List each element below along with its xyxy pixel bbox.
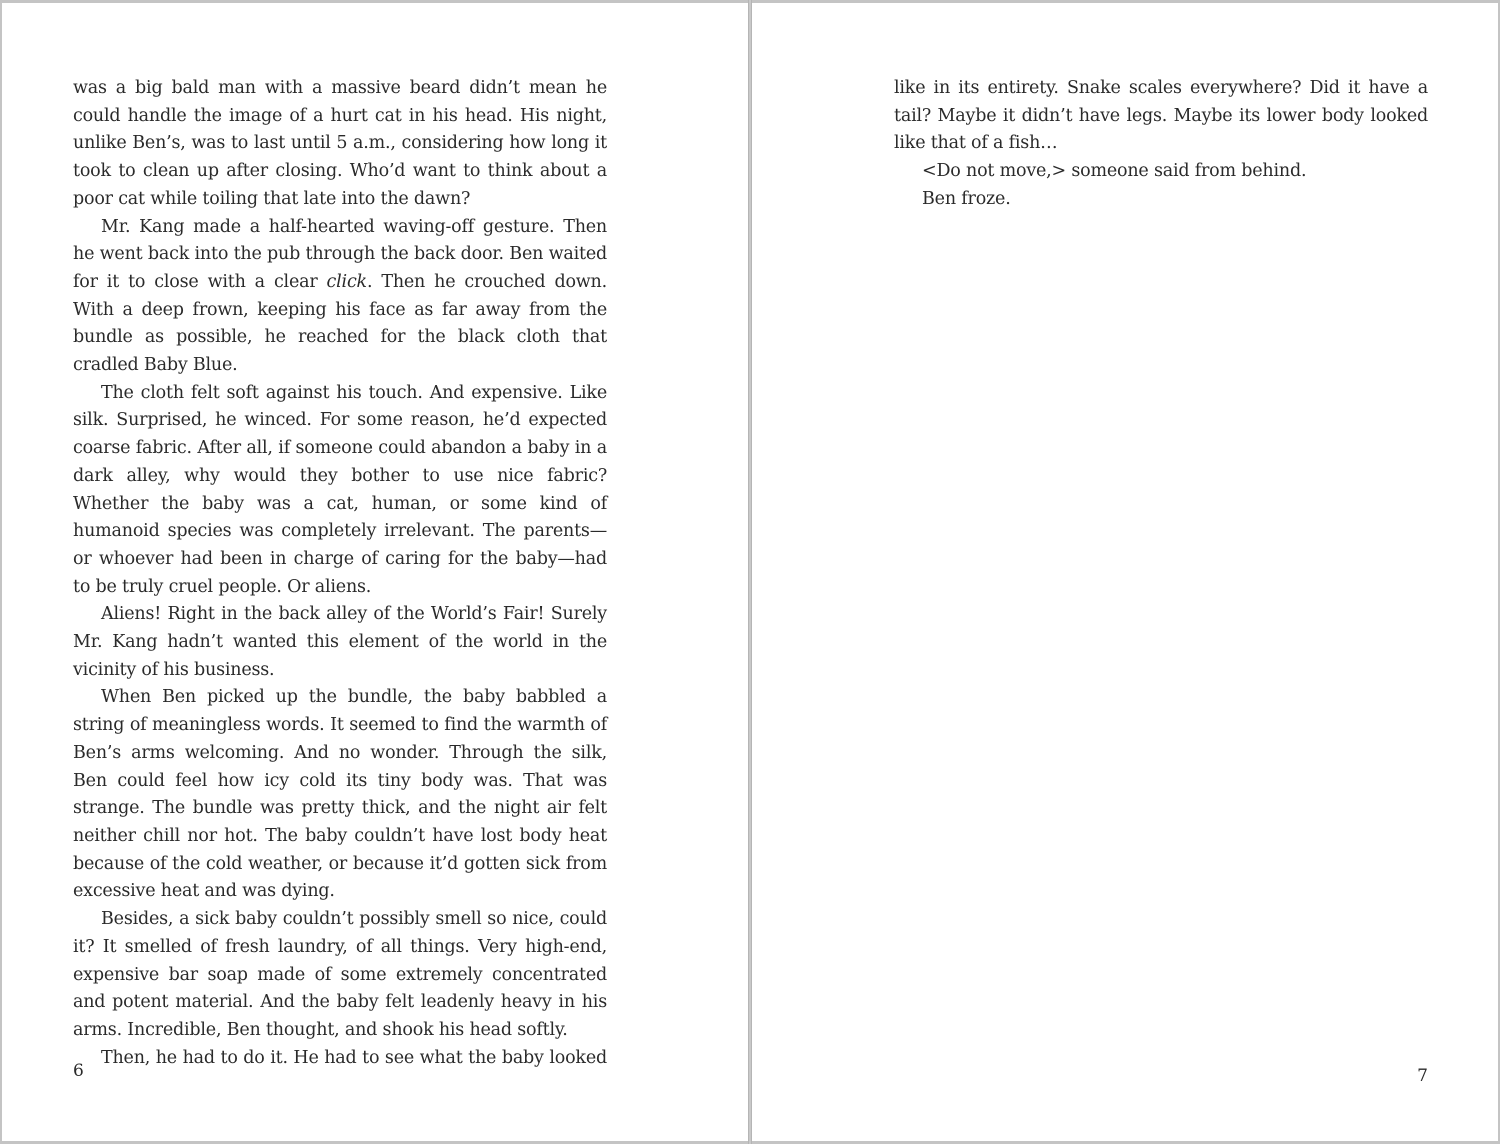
paragraph	[73, 214, 607, 380]
right-page-body	[894, 75, 1428, 214]
paragraph: Then, he had to do it. He had to see what the baby looked	[101, 1047, 607, 1068]
page-number: 6	[73, 1061, 84, 1081]
paragraph: When Ben picked up the bundle, the baby babbled a string of meaningless words. It seemed to find the warmth of Ben’s arms welcoming. And no wonder. Through the silk, Ben could feel how icy cold its tiny body was. That was strange. The bundle was pretty thick, and the night air felt neither chill nor hot. The baby couldn’t have lost body heat because of the cold weather, or because it’d gotten sick from excessive heat and was dying.	[73, 687, 607, 902]
paragraph-text: . Then he crouched down. With a deep frown, keeping his face as far away from the bundle as possible, he reached for the black cloth that cradled Baby Blue.	[73, 271, 607, 376]
paragraph: was a big bald man with a massive beard didn’t mean he could handle the image of a hurt cat in his head. His night, unlike Ben’s, was to last until 5 a.m., considering how long it took to clean up after closing. Who’d want to think about a poor cat while toiling that late into the dawn?	[73, 78, 607, 209]
paragraph: The cloth felt soft against his touch. And expensive. Like silk. Surprised, he winced. For some reason, he’d expected coarse fabric. After all, if someone could abandon a baby in a dark alley, why would they bother to use nice fabric? Whether the baby was a cat, human, or some kind of humanoid species was completely irrelevant. The parents—or whoever had been in charge of caring for the baby—had to be truly cruel people. Or aliens.	[73, 382, 607, 597]
right-page[interactable]	[752, 3, 1498, 1141]
paragraph: Ben froze.	[922, 188, 1011, 209]
paragraph: <Do not move,> someone said from behind.	[922, 161, 1307, 182]
paragraph-text: Mr. Kang made a half-hearted waving-off gesture. Then he went back into the pub through the back door. Ben waited for it to close with a clear	[73, 216, 607, 292]
paragraph: like in its entirety. Snake scales everywhere? Did it have a tail? Maybe it didn’t have legs. Maybe its lower body looked like that of a fish…	[894, 78, 1428, 154]
left-page[interactable]	[2, 3, 748, 1141]
italic-word: click	[326, 271, 367, 292]
page-number: 7	[1417, 1066, 1428, 1086]
paragraph: Aliens! Right in the back alley of the World’s Fair! Surely Mr. Kang hadn’t wanted this element of the world in the vicinity of his business.	[73, 604, 607, 680]
paragraph: Besides, a sick baby couldn’t possibly smell so nice, could it? It smelled of fresh laundry, of all things. Very high-end, expensive bar soap made of some extremely concentrated and potent material. And the baby felt leadenly heavy in his arms. Incredible, Ben thought, and shook his head softly.	[73, 909, 607, 1040]
left-page-body	[73, 75, 607, 1072]
